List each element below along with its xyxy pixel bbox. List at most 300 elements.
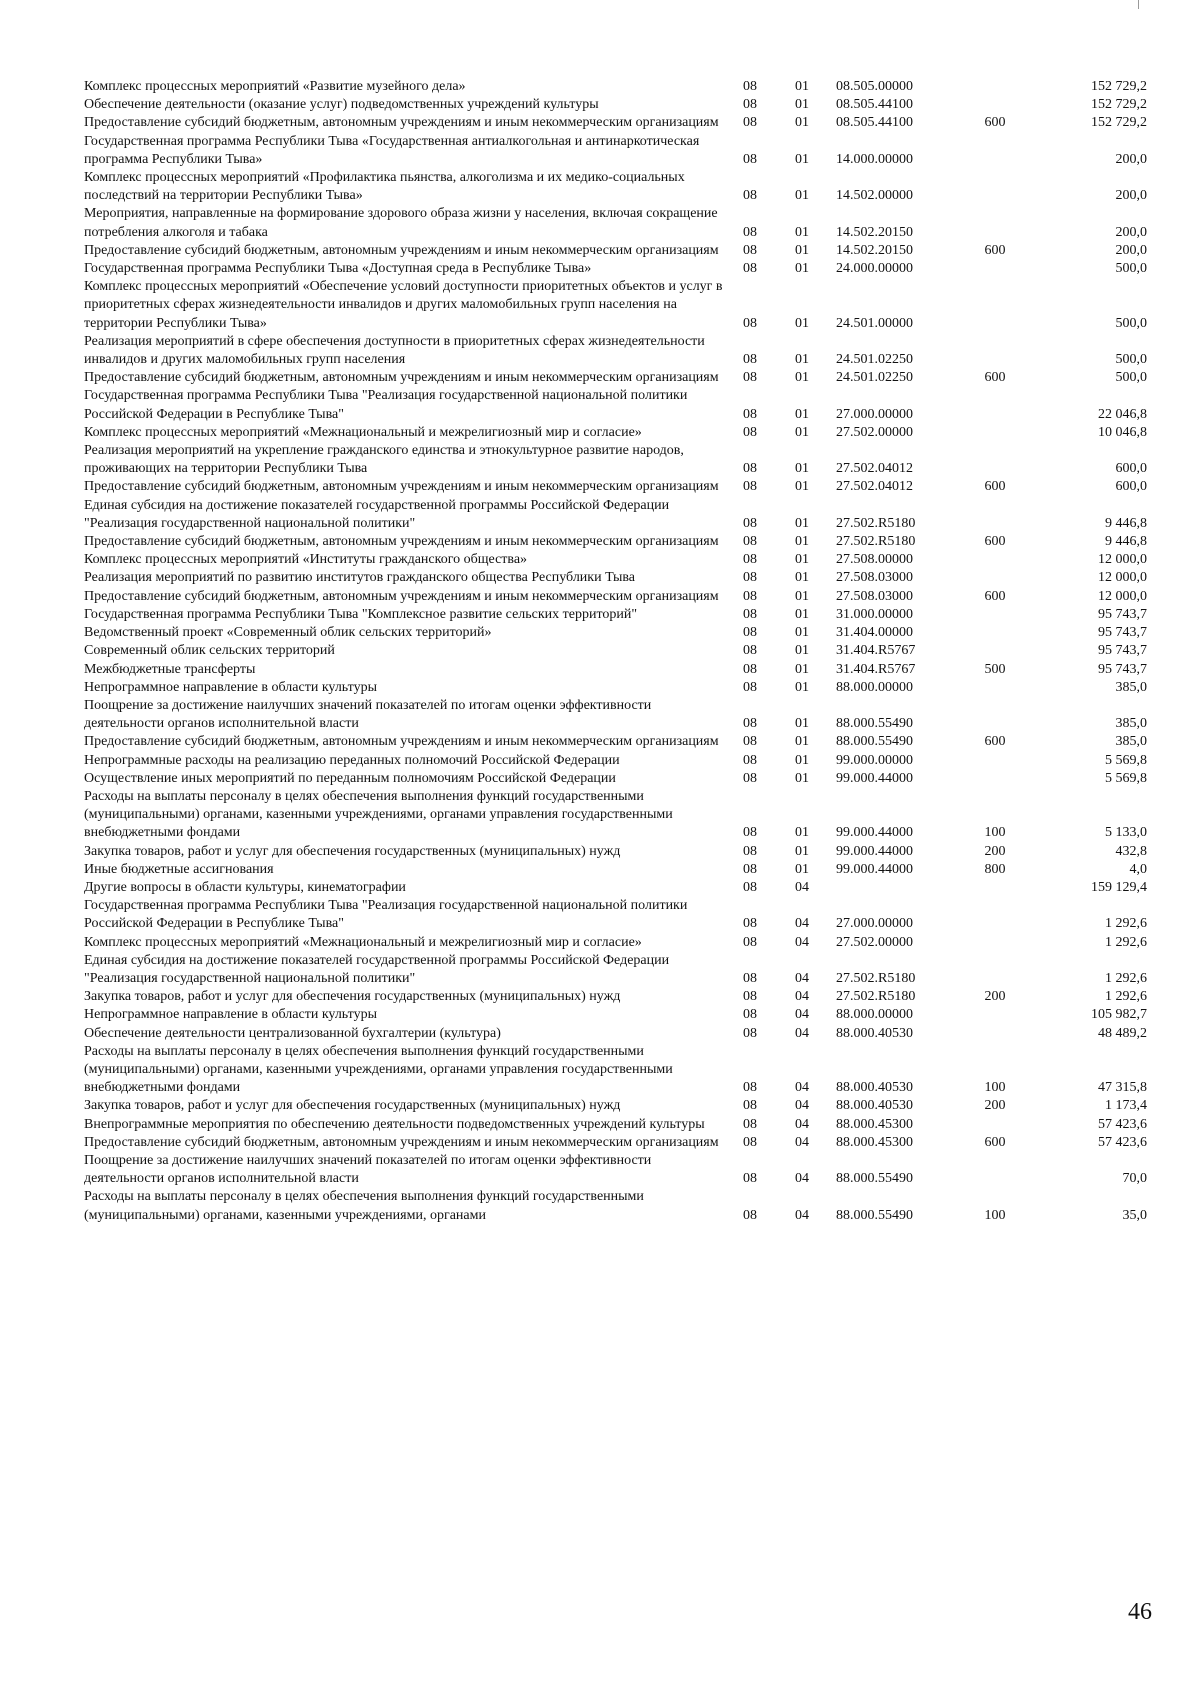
target-article-cell: 27.502.R5180 (836, 989, 916, 1005)
section-code-cell: 08 (743, 115, 757, 131)
expense-name-cell: Осуществление иных мероприятий по переданным полномочиям Российской Федерации (84, 770, 616, 786)
target-article-cell: 08.505.00000 (836, 79, 913, 94)
table-row (84, 1188, 1147, 1224)
amount-cell: 48 489,2 (1098, 1025, 1147, 1041)
table-row (84, 78, 1147, 96)
expense-type-cell (976, 679, 1014, 697)
subsection-code-cell: 01 (795, 679, 809, 695)
subsection-code-cell: 01 (795, 261, 809, 277)
expense-name-cell: Межбюджетные трансферты (84, 661, 256, 677)
table-row (84, 1006, 1147, 1024)
table-row (84, 861, 1147, 879)
target-article-cell: 88.000.00000 (836, 679, 913, 695)
expense-type-cell (976, 96, 1014, 114)
section-code-cell: 08 (743, 989, 757, 1005)
expense-type-cell (976, 260, 1014, 278)
expense-name-cell: Комплекс процессных мероприятий «Межнациональный и межрелигиозный мир и согласие» (84, 934, 642, 950)
target-article-cell: 08.505.44100 (836, 97, 913, 113)
table-row (84, 278, 1147, 333)
target-article-cell: 27.502.00000 (836, 934, 913, 950)
section-code-cell: 08 (743, 643, 757, 659)
expense-type-cell (976, 278, 1014, 333)
section-code-cell: 08 (743, 970, 757, 986)
expense-name-cell: Комплекс процессных мероприятий «Профилактика пьянства, алкоголизма и их медико-социальных последствий на территории Республики Тыва» (84, 170, 685, 204)
expense-name-cell: Обеспечение деятельности централизованной бухгалтерии (культура) (84, 1025, 501, 1041)
amount-cell: 5 569,8 (1105, 770, 1147, 786)
expense-type-cell: 600 (984, 1134, 1006, 1150)
target-article-cell: 88.000.40530 (836, 1025, 913, 1041)
expense-type-cell (976, 897, 1014, 933)
expense-name-cell: Государственная программа Республики Тыва "Реализация государственной национальной политики Российской Федерации в Республике Тыва" (84, 898, 688, 932)
expense-type-cell (976, 606, 1014, 624)
amount-cell: 1 292,6 (1105, 970, 1147, 986)
amount-cell: 500,0 (1115, 352, 1147, 368)
target-article-cell: 99.000.44000 (836, 861, 913, 877)
amount-cell: 385,0 (1115, 679, 1147, 695)
table-row (84, 369, 1147, 387)
amount-cell: 200,0 (1115, 151, 1147, 167)
subsection-code-cell: 01 (795, 406, 809, 422)
expense-type-cell: 500 (984, 661, 1006, 677)
amount-cell: 500,0 (1115, 315, 1147, 331)
target-article-cell (828, 879, 976, 897)
expense-name-cell: Комплекс процессных мероприятий «Институты гражданского общества» (84, 552, 528, 568)
subsection-code-cell: 01 (795, 515, 809, 531)
target-article-cell: 88.000.55490 (836, 716, 913, 732)
subsection-code-cell: 01 (795, 479, 809, 495)
section-code-cell: 08 (743, 843, 757, 859)
expense-type-cell (976, 169, 1014, 205)
table-row (84, 788, 1147, 843)
expense-type-cell: 100 (984, 1080, 1006, 1096)
amount-cell: 200,0 (1115, 188, 1147, 204)
amount-cell: 95 743,7 (1098, 606, 1147, 622)
expense-type-cell: 600 (984, 242, 1006, 258)
table-row (84, 642, 1147, 660)
target-article-cell: 31.000.00000 (836, 606, 913, 622)
table-row (84, 1097, 1147, 1115)
subsection-code-cell: 01 (795, 315, 809, 331)
subsection-code-cell: 01 (795, 242, 809, 258)
target-article-cell: 99.000.00000 (836, 752, 913, 768)
expense-type-cell: 100 (984, 825, 1006, 841)
table-row (84, 442, 1147, 478)
target-article-cell: 99.000.44000 (836, 825, 913, 841)
amount-cell: 22 046,8 (1098, 406, 1147, 422)
expense-type-cell: 800 (984, 861, 1006, 877)
amount-cell: 12 000,0 (1098, 552, 1147, 568)
table-row (84, 661, 1147, 679)
amount-cell: 10 046,8 (1098, 424, 1147, 440)
expense-type-cell (976, 497, 1014, 533)
section-code-cell: 08 (743, 1207, 757, 1223)
expense-type-cell (976, 697, 1014, 733)
page-number: 46 (1128, 1599, 1152, 1625)
target-article-cell: 14.502.20150 (836, 242, 913, 258)
target-article-cell: 24.501.02250 (836, 370, 913, 386)
expense-type-cell: 200 (984, 1098, 1006, 1114)
subsection-code-cell: 01 (795, 716, 809, 732)
budget-table (84, 78, 1147, 1225)
section-code-cell: 08 (743, 79, 757, 94)
target-article-cell: 24.000.00000 (836, 261, 913, 277)
amount-cell: 200,0 (1115, 242, 1147, 258)
target-article-cell: 88.000.55490 (836, 734, 913, 750)
table-row (84, 424, 1147, 442)
amount-cell: 12 000,0 (1098, 570, 1147, 586)
section-code-cell: 08 (743, 1080, 757, 1096)
subsection-code-cell: 04 (795, 916, 809, 932)
expense-name-cell: Закупка товаров, работ и услуг для обеспечения государственных (муниципальных) нужд (84, 843, 621, 859)
expense-name-cell: Предоставление субсидий бюджетным, автономным учреждениям и иным некоммерческим организациям (84, 370, 719, 386)
section-code-cell: 08 (743, 752, 757, 768)
target-article-cell: 31.404.R5767 (836, 661, 916, 677)
expense-name-cell: Реализация мероприятий по развитию институтов гражданского общества Республики Тыва (84, 570, 635, 586)
expense-name-cell: Государственная программа Республики Тыва "Комплексное развитие сельских территорий" (84, 606, 638, 622)
amount-cell: 385,0 (1115, 716, 1147, 732)
expense-type-cell (976, 642, 1014, 660)
subsection-code-cell: 01 (795, 534, 809, 550)
subsection-code-cell: 01 (795, 843, 809, 859)
expense-type-cell (976, 752, 1014, 770)
amount-cell: 152 729,2 (1091, 79, 1147, 94)
amount-cell: 47 315,8 (1098, 1080, 1147, 1096)
expense-name-cell: Непрограммное направление в области культуры (84, 679, 377, 695)
section-code-cell: 08 (743, 151, 757, 167)
target-article-cell: 99.000.44000 (836, 843, 913, 859)
expense-name-cell: Закупка товаров, работ и услуг для обеспечения государственных (муниципальных) нужд (84, 1098, 621, 1114)
expense-type-cell: 600 (984, 534, 1006, 550)
expense-name-cell: Реализация мероприятий в сфере обеспечения доступности в приоритетных сферах жизнедеятельности инвалидов и других маломобильных групп населения (84, 333, 705, 368)
expense-name-cell: Реализация мероприятий на укрепление гражданского единства и этнокультурное развитие народов, проживающих на территории Республики Тыва (84, 443, 684, 477)
section-code-cell: 08 (743, 188, 757, 204)
subsection-code-cell: 01 (795, 588, 809, 604)
subsection-code-cell: 04 (795, 989, 809, 1005)
target-article-cell: 27.502.R5180 (836, 534, 916, 550)
table-row (84, 952, 1147, 988)
table-row (84, 260, 1147, 278)
section-code-cell: 08 (743, 534, 757, 550)
expense-name-cell: Комплекс процессных мероприятий «Развитие музейного дела» (84, 79, 466, 94)
expense-name-cell: Другие вопросы в области культуры, кинематографии (84, 879, 406, 895)
target-article-cell: 14.000.00000 (836, 151, 913, 167)
expense-type-cell (976, 1116, 1014, 1134)
expense-type-cell (976, 387, 1014, 423)
table-row (84, 133, 1147, 169)
amount-cell: 600,0 (1115, 461, 1147, 477)
section-code-cell: 08 (743, 406, 757, 422)
amount-cell: 1 292,6 (1105, 916, 1147, 932)
amount-cell: 9 446,8 (1105, 515, 1147, 531)
amount-cell: 1 173,4 (1105, 1098, 1147, 1114)
table-row (84, 988, 1147, 1006)
target-article-cell: 88.000.45300 (836, 1116, 913, 1132)
table-row (84, 533, 1147, 551)
subsection-code-cell: 01 (795, 661, 809, 677)
target-article-cell: 27.000.00000 (836, 406, 913, 422)
expense-name-cell: Закупка товаров, работ и услуг для обеспечения государственных (муниципальных) нужд (84, 989, 621, 1005)
subsection-code-cell: 04 (795, 1116, 809, 1132)
expense-name-cell: Ведомственный проект «Современный облик сельских территорий» (84, 625, 492, 641)
expense-type-cell (976, 934, 1014, 952)
table-row (84, 1152, 1147, 1188)
expense-name-cell: Внепрограммные мероприятия по обеспечению деятельности подведомственных учреждений культуры (84, 1116, 705, 1132)
amount-cell: 95 743,7 (1098, 661, 1147, 677)
table-row (84, 569, 1147, 587)
table-row (84, 333, 1147, 369)
amount-cell: 1 292,6 (1105, 989, 1147, 1005)
amount-cell: 600,0 (1115, 479, 1147, 495)
expense-type-cell: 200 (984, 989, 1006, 1005)
expense-type-cell: 600 (984, 588, 1006, 604)
section-code-cell: 08 (743, 242, 757, 258)
section-code-cell: 08 (743, 716, 757, 732)
target-article-cell: 24.501.02250 (836, 352, 913, 368)
expense-name-cell: Предоставление субсидий бюджетным, автономным учреждениям и иным некоммерческим организациям (84, 242, 719, 258)
target-article-cell: 31.404.R5767 (836, 643, 916, 659)
target-article-cell: 99.000.44000 (836, 770, 913, 786)
amount-cell: 500,0 (1115, 261, 1147, 277)
section-code-cell: 08 (743, 315, 757, 331)
subsection-code-cell: 01 (795, 825, 809, 841)
table-row (84, 770, 1147, 788)
target-article-cell: 88.000.55490 (836, 1171, 913, 1187)
expense-name-cell: Предоставление субсидий бюджетным, автономным учреждениям и иным некоммерческим организациям (84, 479, 719, 495)
subsection-code-cell: 01 (795, 861, 809, 877)
expense-type-cell (976, 1006, 1014, 1024)
section-code-cell: 08 (743, 570, 757, 586)
table-row (84, 96, 1147, 114)
section-code-cell: 08 (743, 1098, 757, 1114)
expense-type-cell (976, 1152, 1014, 1188)
table-row (84, 1025, 1147, 1043)
expense-type-cell (976, 879, 1014, 897)
table-row (84, 897, 1147, 933)
subsection-code-cell: 04 (795, 1207, 809, 1223)
section-code-cell: 08 (743, 97, 757, 113)
amount-cell: 200,0 (1115, 224, 1147, 240)
subsection-code-cell: 01 (795, 97, 809, 113)
expense-type-cell: 600 (984, 370, 1006, 386)
table-row (84, 114, 1147, 132)
target-article-cell: 27.502.00000 (836, 424, 913, 440)
target-article-cell: 27.508.03000 (836, 588, 913, 604)
target-article-cell: 14.502.20150 (836, 224, 913, 240)
amount-cell: 4,0 (1129, 861, 1147, 877)
subsection-code-cell: 01 (795, 643, 809, 659)
amount-cell: 432,8 (1115, 843, 1147, 859)
expense-name-cell: Государственная программа Республики Тыва «Доступная среда в Республике Тыва» (84, 261, 592, 277)
target-article-cell: 08.505.44100 (836, 115, 913, 131)
table-row (84, 752, 1147, 770)
section-code-cell: 08 (743, 261, 757, 277)
amount-cell: 70,0 (1122, 1171, 1147, 1187)
amount-cell: 152 729,2 (1091, 97, 1147, 113)
expense-type-cell (976, 442, 1014, 478)
expense-name-cell: Поощрение за достижение наилучших значений показателей по итогам оценки эффективности деятельности органов исполнительной власти (84, 697, 652, 732)
section-code-cell: 08 (743, 224, 757, 240)
expense-name-cell: Предоставление субсидий бюджетным, автономным учреждениям и иным некоммерческим организациям (84, 588, 719, 604)
scan-edge-mark (1138, 0, 1139, 9)
target-article-cell: 27.508.03000 (836, 570, 913, 586)
expense-type-cell (976, 333, 1014, 369)
expense-name-cell: Единая субсидия на достижение показателей государственной программы Российской Федерации "Реализация государственной национальной политики" (84, 952, 670, 986)
subsection-code-cell: 04 (795, 1134, 809, 1150)
table-row (84, 551, 1147, 569)
expense-name-cell: Мероприятия, направленные на формирование здорового образа жизни у населения, включая сокращение потребления алкоголя и табака (84, 206, 718, 240)
expense-name-cell: Государственная программа Республики Тыва "Реализация государственной национальной политики Российской Федерации в Республике Тыва" (84, 388, 688, 422)
target-article-cell: 27.502.R5180 (836, 970, 916, 986)
subsection-code-cell: 01 (795, 606, 809, 622)
table-row (84, 679, 1147, 697)
table-row (84, 1043, 1147, 1098)
table-row (84, 497, 1147, 533)
subsection-code-cell: 01 (795, 625, 809, 641)
section-code-cell: 08 (743, 1025, 757, 1041)
target-article-cell: 27.502.04012 (836, 461, 913, 477)
target-article-cell: 88.000.40530 (836, 1080, 913, 1096)
table-row (84, 843, 1147, 861)
section-code-cell: 08 (743, 934, 757, 950)
amount-cell: 500,0 (1115, 370, 1147, 386)
expense-name-cell: Предоставление субсидий бюджетным, автономным учреждениям и иным некоммерческим организациям (84, 115, 719, 131)
expense-name-cell: Непрограммные расходы на реализацию переданных полномочий Российской Федерации (84, 752, 620, 768)
expense-name-cell: Расходы на выплаты персоналу в целях обеспечения выполнения функций государственными (муниципальными) органами, казенными учреждениями, органами управления государственными внебюджетными фондами (84, 788, 673, 841)
section-code-cell: 08 (743, 1134, 757, 1150)
subsection-code-cell: 01 (795, 770, 809, 786)
target-article-cell: 27.502.04012 (836, 479, 913, 495)
section-code-cell: 08 (743, 606, 757, 622)
table-row (84, 588, 1147, 606)
expense-name-cell: Предоставление субсидий бюджетным, автономным учреждениям и иным некоммерческим организациям (84, 534, 719, 550)
section-code-cell: 08 (743, 461, 757, 477)
section-code-cell: 08 (743, 1171, 757, 1187)
expense-name-cell: Иные бюджетные ассигнования (84, 861, 274, 877)
target-article-cell: 24.501.00000 (836, 315, 913, 331)
section-code-cell: 08 (743, 1007, 757, 1023)
budget-table-body (84, 78, 1147, 1225)
section-code-cell: 08 (743, 370, 757, 386)
table-row (84, 387, 1147, 423)
subsection-code-cell: 01 (795, 552, 809, 568)
expense-type-cell: 200 (984, 843, 1006, 859)
target-article-cell: 27.508.00000 (836, 552, 913, 568)
expense-type-cell (976, 205, 1014, 241)
expense-type-cell: 100 (984, 1207, 1006, 1223)
section-code-cell: 08 (743, 625, 757, 641)
table-row (84, 697, 1147, 733)
expense-type-cell (976, 78, 1014, 96)
section-code-cell: 08 (743, 1116, 757, 1132)
subsection-code-cell: 01 (795, 752, 809, 768)
subsection-code-cell: 04 (795, 1025, 809, 1041)
expense-type-cell (976, 424, 1014, 442)
target-article-cell: 14.502.00000 (836, 188, 913, 204)
amount-cell: 159 129,4 (1091, 879, 1147, 895)
expense-type-cell (976, 624, 1014, 642)
table-row (84, 169, 1147, 205)
section-code-cell: 08 (743, 916, 757, 932)
table-row (84, 733, 1147, 751)
expense-name-cell: Единая субсидия на достижение показателей государственной программы Российской Федерации "Реализация государственной национальной политики" (84, 497, 670, 531)
subsection-code-cell: 01 (795, 424, 809, 440)
section-code-cell: 08 (743, 515, 757, 531)
target-article-cell: 27.000.00000 (836, 916, 913, 932)
target-article-cell: 88.000.40530 (836, 1098, 913, 1114)
table-row (84, 1134, 1147, 1152)
expense-name-cell: Современный облик сельских территорий (84, 643, 335, 659)
target-article-cell: 31.404.00000 (836, 625, 913, 641)
expense-name-cell: Обеспечение деятельности (оказание услуг) подведомственных учреждений культуры (84, 97, 599, 113)
expense-type-cell (976, 569, 1014, 587)
amount-cell: 5 569,8 (1105, 752, 1147, 768)
subsection-code-cell: 01 (795, 115, 809, 131)
table-row (84, 624, 1147, 642)
expense-type-cell (976, 1025, 1014, 1043)
amount-cell: 385,0 (1115, 734, 1147, 750)
section-code-cell: 08 (743, 588, 757, 604)
subsection-code-cell: 01 (795, 370, 809, 386)
section-code-cell: 08 (743, 679, 757, 695)
table-row (84, 1116, 1147, 1134)
section-code-cell: 08 (743, 661, 757, 677)
subsection-code-cell: 04 (795, 879, 809, 895)
subsection-code-cell: 04 (795, 1007, 809, 1023)
amount-cell: 12 000,0 (1098, 588, 1147, 604)
section-code-cell: 08 (743, 770, 757, 786)
amount-cell: 57 423,6 (1098, 1134, 1147, 1150)
expense-name-cell: Предоставление субсидий бюджетным, автономным учреждениям и иным некоммерческим организациям (84, 734, 719, 750)
expense-type-cell (976, 133, 1014, 169)
expense-name-cell: Расходы на выплаты персоналу в целях обеспечения выполнения функций государственными (муниципальными) органами, казенными учреждениями, органами (84, 1189, 644, 1223)
target-article-cell: 27.502.R5180 (836, 515, 916, 531)
target-article-cell: 88.000.00000 (836, 1007, 913, 1023)
subsection-code-cell: 01 (795, 570, 809, 586)
section-code-cell: 08 (743, 352, 757, 368)
amount-cell: 105 982,7 (1091, 1007, 1147, 1023)
subsection-code-cell: 04 (795, 1098, 809, 1114)
table-row (84, 478, 1147, 496)
table-row (84, 879, 1147, 897)
amount-cell: 152 729,2 (1091, 115, 1147, 131)
expense-type-cell (976, 952, 1014, 988)
expense-type-cell: 600 (984, 479, 1006, 495)
table-row (84, 606, 1147, 624)
section-code-cell: 08 (743, 479, 757, 495)
subsection-code-cell: 01 (795, 224, 809, 240)
section-code-cell: 08 (743, 861, 757, 877)
expense-type-cell (976, 551, 1014, 569)
subsection-code-cell: 01 (795, 151, 809, 167)
subsection-code-cell: 01 (795, 352, 809, 368)
subsection-code-cell: 01 (795, 461, 809, 477)
section-code-cell: 08 (743, 424, 757, 440)
table-row (84, 934, 1147, 952)
subsection-code-cell: 01 (795, 79, 809, 94)
section-code-cell: 08 (743, 734, 757, 750)
amount-cell: 35,0 (1122, 1207, 1147, 1223)
expense-name-cell: Комплекс процессных мероприятий «Обеспечение условий доступности приоритетных объектов и услуг в приоритетных сферах жизнедеятельности инвалидов и других маломобильных групп населения на территории Республики Тыва» (84, 279, 723, 331)
expense-name-cell: Расходы на выплаты персоналу в целях обеспечения выполнения функций государственными (муниципальными) органами, казенными учреждениями, органами управления государственными внебюджетными фондами (84, 1043, 673, 1096)
section-code-cell: 08 (743, 879, 757, 895)
expense-name-cell: Государственная программа Республики Тыва «Государственная антиалкогольная и антинаркотическая программа Республики Тыва» (84, 133, 700, 167)
amount-cell: 9 446,8 (1105, 534, 1147, 550)
table-row (84, 205, 1147, 241)
amount-cell: 95 743,7 (1098, 625, 1147, 641)
expense-type-cell (976, 770, 1014, 788)
expense-name-cell: Поощрение за достижение наилучших значений показателей по итогам оценки эффективности деятельности органов исполнительной власти (84, 1152, 652, 1187)
expense-type-cell: 600 (984, 734, 1006, 750)
